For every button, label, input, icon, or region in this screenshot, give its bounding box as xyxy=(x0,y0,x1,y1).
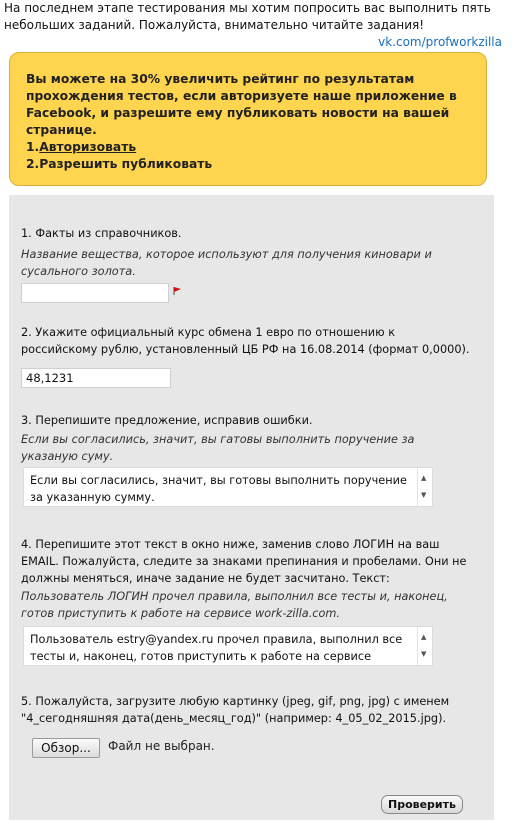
scroll-up-icon[interactable]: ▲ xyxy=(421,633,427,641)
question-4-hint: Пользователь ЛОГИН прочел правила, выполнил все тесты и, наконец, готов приступить к работе на сервисе work-zilla.com. xyxy=(21,590,448,620)
question-3-hint: Если вы согласились, значит, вы гатовы выполнить поручение за указаную суму. xyxy=(21,433,415,463)
question-1-hint: Название вещества, которое используют для получения киновари и сусального золота. xyxy=(21,248,432,278)
answer-2-input[interactable]: 48,1231 xyxy=(21,368,171,388)
answer-1-input[interactable] xyxy=(21,283,169,303)
answer-3-textarea[interactable] xyxy=(23,467,433,507)
notice-step-1: 1.Авторизовать xyxy=(26,140,137,154)
answer-3-scrollbar[interactable] xyxy=(417,468,432,506)
scroll-up-icon[interactable]: ▲ xyxy=(421,474,427,482)
answer-4-textarea[interactable] xyxy=(23,626,433,666)
answer-4-text: Пользователь estry@yandex.ru прочел правила, выполнил все тесты и, наконец, готов приступить к работе на сервисе xyxy=(30,633,403,663)
verify-button[interactable]: Проверить xyxy=(381,795,463,814)
intro-text xyxy=(4,0,504,34)
intro-line-1: На последнем этапе тестирования мы хотим попросить вас выполнить пять xyxy=(4,1,491,15)
question-1-title: 1. Факты из справочников. xyxy=(21,227,182,240)
scroll-down-icon[interactable]: ▼ xyxy=(421,491,427,499)
question-3 xyxy=(21,412,471,465)
question-5 xyxy=(21,693,461,727)
answer-4-scrollbar[interactable] xyxy=(417,627,432,665)
question-2 xyxy=(21,324,471,358)
browse-button[interactable]: Обзор... xyxy=(32,738,100,758)
authorize-link[interactable]: Авторизовать xyxy=(39,140,137,154)
question-5-title: 5. Пожалуйста, загрузите любую картинку (jpeg, gif, png, jpg) с именем "4_сегодняшняя дата(день_месяц_год)" (например: 4_05_02_2015.jpg). xyxy=(21,695,450,725)
question-4 xyxy=(21,536,471,622)
red-flag-icon xyxy=(173,287,181,295)
scroll-down-icon[interactable]: ▼ xyxy=(421,650,427,658)
intro-line-2: небольших заданий. Пожалуйста, внимательно читайте задания! xyxy=(4,18,425,32)
facebook-notice xyxy=(9,52,487,186)
notice-text: Вы можете на 30% увеличить рейтинг по результатам прохождения тестов, если авторизуете наше приложение в Facebook, и разрешите ему публиковать новости на вашей странице. xyxy=(26,72,457,137)
no-file-label: Файл не выбран. xyxy=(108,739,215,753)
question-2-title: 2. Укажите официальный курс обмена 1 евро по отношению к российскому рублю, установленный ЦБ РФ на 16.08.2014 (формат 0,0000). xyxy=(21,326,470,356)
notice-step-2: 2.Разрешить публиковать xyxy=(26,157,213,171)
question-1 xyxy=(21,225,471,280)
question-4-title: 4. Перепишите этот текст в окно ниже, заменив слово ЛОГИН на ваш EMAIL. Пожалуйста, следите за знаками препинания и пробелами. Они не должны меняться, иначе задание не будет засчитано. Текст: xyxy=(21,538,467,585)
vk-link[interactable]: vk.com/profworkzilla xyxy=(378,35,502,49)
question-3-title: 3. Перепишите предложение, исправив ошибки. xyxy=(21,414,313,427)
answer-3-text: Если вы согласились, значит, вы готовы выполнить поручение за указанную сумму. xyxy=(30,474,407,504)
